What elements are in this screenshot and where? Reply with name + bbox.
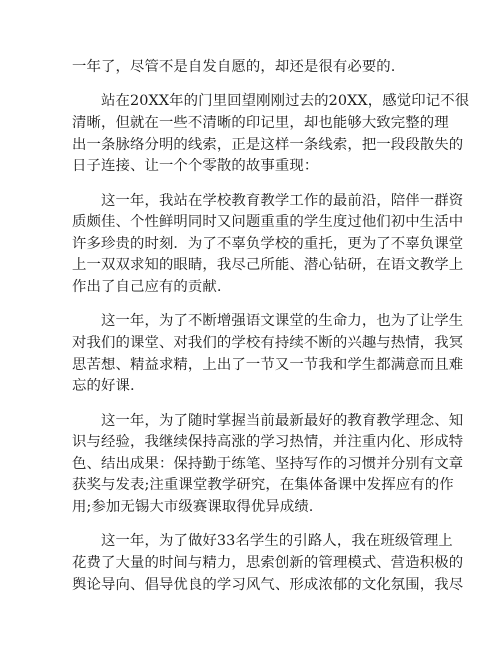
paragraph-line: 许多珍贵的时刻．为了不辜负学校的重托，更为了不辜负课堂 [72, 236, 464, 252]
paragraph-line: 识与经验，我继续保持高涨的学习热情，并注重内化、形成特 [72, 434, 464, 450]
paragraph-line: 这一年，为了随时掌握当前最新最好的教育教学理念、知 [101, 413, 464, 429]
paragraph-line: 一年了，尽管不是自发自愿的，却还是很有必要的. [72, 59, 396, 75]
paragraph-line: 这一年，我站在学校教育教学工作的最前沿，陪伴一群资 [101, 193, 464, 209]
paragraph-line: 忘的好课. [72, 378, 135, 394]
paragraph-line: 上一双双求知的眼睛，我尽己所能、潜心钻研，在语文教学上 [72, 257, 464, 273]
paragraph-line: 站在20XX年的门里回望刚刚过去的20XX，感觉印记不很 [101, 93, 470, 109]
paragraph-line: 色、结出成果：保持勤于练笔、坚持写作的习惯并分别有文章 [72, 456, 464, 472]
paragraph-line: 用;参加无锡大市级赛课取得优异成绩. [72, 499, 314, 515]
paragraph-line: 对我们的课堂、对我们的学校有持续不断的兴趣与热情，我冥 [72, 335, 464, 351]
paragraph-line: 舆论导向、倡导优良的学习风气、形成浓郁的文化氛围，我尽 [72, 577, 464, 593]
paragraph-line: 出一条脉络分明的线索，正是这样一条线索，把一段段散失的 [72, 137, 464, 153]
paragraph-line: 日子连接、让一个个零散的故事重现： [72, 158, 319, 174]
paragraph-line: 花费了大量的时间与精力，思索创新的管理模式、营造积极的 [72, 555, 464, 571]
paragraph-line: 质颇佳、个性鲜明同时又问题重重的学生度过他们初中生活中 [72, 214, 464, 230]
paragraph-line: 思苦想、精益求精，上出了一节又一节我和学生都满意而且难 [72, 357, 464, 373]
paragraph-line: 这一年，为了做好33名学生的引路人，我在班级管理上 [101, 533, 453, 549]
paragraph-line: 获奖与发表;注重课堂教学研究，在集体备课中发挥应有的作 [72, 477, 454, 493]
paragraph-line: 这一年，为了不断增强语文课堂的生命力，也为了让学生 [101, 313, 464, 329]
paragraph-line: 清晰，但就在一些不清晰的印记里，却也能够大致完整的理 [72, 115, 449, 131]
paragraph-line: 作出了自己应有的贡献. [72, 279, 222, 295]
